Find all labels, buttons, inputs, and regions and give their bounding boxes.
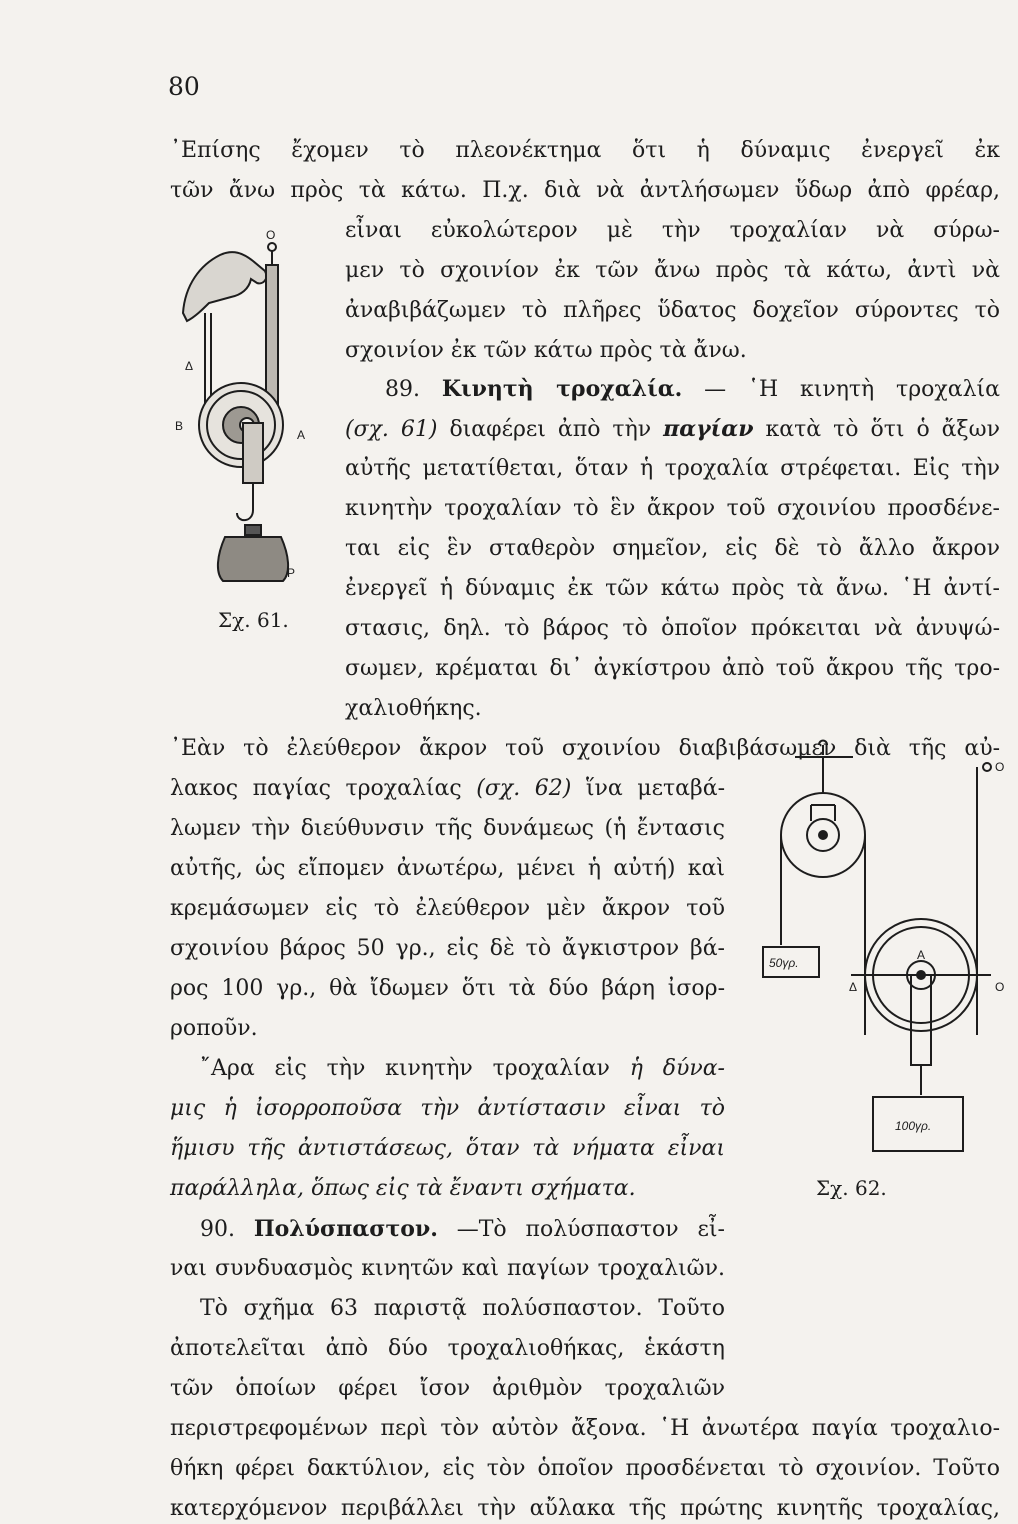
figure-62-caption: Σχ. 62.: [816, 1176, 887, 1200]
weight-illustration: [245, 525, 261, 535]
text-line: ᾿Εὰν τὸ ἐλεύθερον ἄκρον τοῦ σχοινίου διαβιβάσωμεν διὰ τῆς αὐ-: [170, 736, 1000, 761]
label-a: A: [297, 428, 306, 442]
text-line: θήκη φέρει δακτύλιον, εἰς τὸν ὁποῖον προσδένεται τὸ σχοινίον. Τοῦτο: [170, 1456, 1000, 1481]
hand-illustration: [183, 252, 266, 321]
emphasis-word: παγίαν: [663, 416, 754, 442]
text-line: [200, 1054, 725, 1084]
text-span: κατὰ τὸ ὅτι ὁ ἄξων: [765, 417, 1000, 442]
text-line: ται εἰς ἓν σταθερὸν σημεῖον, εἰς δὲ τὸ ἄλλο ἄκρον: [345, 536, 1000, 561]
figure-61-movable-pulley: [165, 225, 340, 615]
label-o-top: O: [995, 760, 1005, 774]
section-heading-line: [200, 1214, 725, 1245]
text-line: στασις, δηλ. τὸ βάρος τὸ ὁποῖον πρόκειται νὰ ἀνυψώ-: [345, 616, 1000, 641]
text-line: σχοινίον ἐκ τῶν κάτω πρὸς τὰ ἄνω.: [345, 338, 747, 363]
section-intro: — ῾Η κινητὴ τροχαλία: [704, 377, 1001, 402]
figure-61-caption: Σχ. 61.: [218, 608, 289, 632]
text-line: ναι συνδυασμὸς κινητῶν καὶ παγίων τροχαλιῶν.: [170, 1256, 725, 1281]
label-a: A: [917, 948, 926, 962]
text-line: κρεμάσωμεν εἰς τὸ ἐλεύθερον μὲν ἄκρον τοῦ: [170, 896, 725, 921]
text-span: ἵνα μεταβά-: [585, 776, 726, 801]
section-number: 89.: [385, 377, 420, 402]
text-line: Τὸ σχῆμα 63 παριστᾷ πολύσπαστον. Τοῦτο: [200, 1296, 725, 1321]
text-line: περιστρεφομένων περὶ τὸν αὐτὸν ἄξονα. ῾Η ἀνωτέρα παγία τροχαλιο-: [170, 1416, 1000, 1441]
label-b: B: [175, 419, 184, 433]
figure-reference: (σχ. 61): [345, 417, 438, 442]
text-line: [345, 414, 1000, 445]
text-span: ῎Αρα εἰς τὴν κινητὴν τροχαλίαν: [200, 1056, 610, 1081]
label-p: P: [287, 566, 296, 580]
text-span: λακος παγίας τροχαλίας: [170, 776, 462, 801]
figure-reference: (σχ. 62): [476, 776, 572, 801]
figure-62-pulley-system: [755, 735, 1010, 1180]
text-line: παράλληλα, ὅπως εἰς τὰ ἔναντι σχήματα.: [170, 1176, 636, 1201]
text-line: ἀναβιβάζωμεν τὸ πλῆρες ὕδατος δοχεῖον σύροντες τὸ: [345, 298, 1000, 323]
text-line: κινητὴν τροχαλίαν τὸ ἓν ἄκρον τοῦ σχοινίου προσδένε-: [345, 496, 1000, 521]
text-span: διαφέρει ἀπὸ τὴν: [449, 417, 652, 442]
text-line: ἀποτελεῖται ἀπὸ δύο τροχαλιοθήκας, ἑκάστη: [170, 1336, 725, 1361]
text-line: χαλιοθήκης.: [345, 696, 482, 721]
text-line: μεν τὸ σχοινίον ἐκ τῶν ἄνω πρὸς τὰ κάτω, ἀντὶ νὰ: [345, 258, 1000, 283]
text-line: ᾿Επίσης ἔχομεν τὸ πλεονέκτημα ὅτι ἡ δύναμις ἐνεργεῖ ἐκ: [170, 138, 1000, 163]
section-title: Κινητὴ τροχαλία.: [441, 376, 683, 402]
section-intro: —Τὸ πολύσπαστον εἶ-: [456, 1217, 725, 1242]
text-line: τῶν ἄνω πρὸς τὰ κάτω. Π.χ. διὰ νὰ ἀντλήσωμεν ὕδωρ ἀπὸ φρέαρ,: [170, 178, 1000, 203]
text-line: [170, 774, 725, 804]
label-delta: Δ: [849, 980, 858, 994]
label-delta: Δ: [185, 359, 194, 373]
text-line: ἐνεργεῖ ἡ δύναμις ἐκ τῶν κάτω πρὸς τὰ ἄνω. ῾Η ἀντί-: [345, 576, 1000, 601]
text-line: ροποῦν.: [170, 1016, 258, 1041]
text-line: αὐτῆς μετατίθεται, ὅταν ἡ τροχαλία στρέφεται. Εἰς τὴν: [345, 456, 1000, 481]
text-line: τῶν ὁποίων φέρει ἴσον ἀριθμὸν τροχαλιῶν: [170, 1376, 725, 1401]
text-line: ἥμισυ τῆς ἀντιστάσεως, ὅταν τὰ νήματα εἶναι: [170, 1136, 725, 1161]
text-span: ἡ δύνα-: [629, 1056, 725, 1081]
page-number: 80: [168, 72, 200, 101]
text-line: σωμεν, κρέμαται δι᾿ ἀγκίστρου ἀπὸ τοῦ ἄκρου τῆς τρο-: [345, 656, 1000, 681]
label-o: O: [266, 228, 276, 242]
section-number: 90.: [200, 1217, 235, 1242]
text-line: αὐτῆς, ὡς εἴπομεν ἀνωτέρω, μένει ἡ αὐτή) καὶ: [170, 856, 725, 881]
weight-100-label: 100γρ.: [895, 1119, 932, 1133]
section-title: Πολύσπαστον.: [253, 1216, 438, 1242]
section-heading-line: [385, 374, 1000, 405]
text-line: εἶναι εὐκολώτερον μὲ τὴν τροχαλίαν νὰ σύρω-: [345, 218, 1000, 243]
weight-50-label: 50γρ.: [769, 956, 799, 970]
text-line: λωμεν τὴν διεύθυνσιν τῆς δυνάμεως (ἡ ἔντασις: [170, 816, 725, 841]
text-line: σχοινίου βάρος 50 γρ., εἰς δὲ τὸ ἄγκιστρον βά-: [170, 936, 725, 961]
text-line: κατερχόμενον περιβάλλει τὴν αὔλακα τῆς πρώτης κινητῆς τροχαλίας,: [170, 1496, 1000, 1521]
text-line: μις ἡ ἰσορροποῦσα τὴν ἀντίστασιν εἶναι τὸ: [170, 1096, 725, 1121]
text-line: ρος 100 γρ., θὰ ἴδωμεν ὅτι τὰ δύο βάρη ἰσορ-: [170, 976, 725, 1001]
label-o-right: O: [995, 980, 1005, 994]
